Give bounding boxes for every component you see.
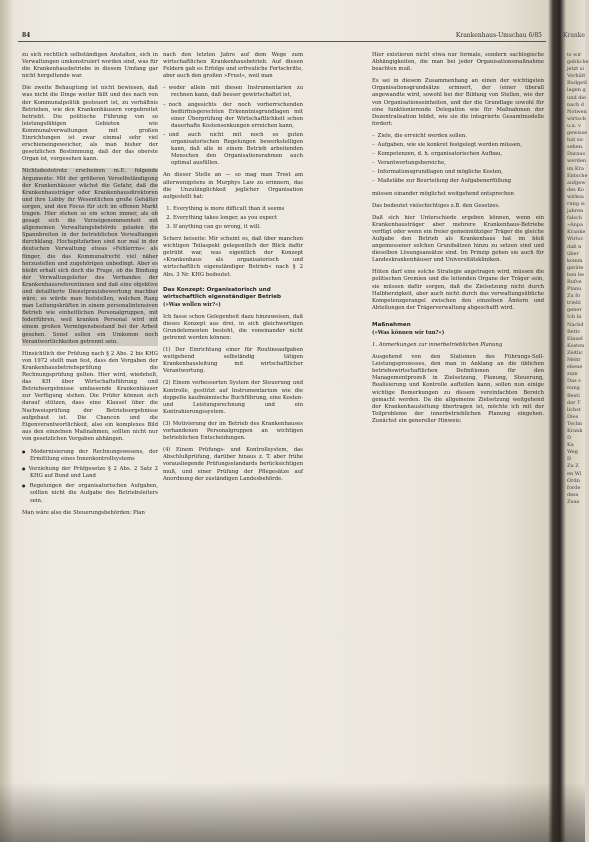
list-item: – weder allein mit diesen Instrumentarien zu rechnen kann, daß besser gewirtschaftet ist, xyxy=(171,85,303,99)
next-page-text-fragment: jahren xyxy=(567,208,584,215)
next-page-text-fragment: Daraus xyxy=(567,151,586,158)
next-page-text-fragment: über xyxy=(567,250,579,257)
next-page-text-fragment: Zusa xyxy=(567,498,580,505)
next-page-text-fragment: D xyxy=(567,456,572,463)
list-item: – Maßstäbe zur Beurteilung der Aufgabenerfüllung xyxy=(380,178,544,185)
page-number: 84 xyxy=(22,32,31,39)
list-item: – noch angesichts der noch vorherrschenden bedürfnisgerechten Erkenntnisgrundlagen mit einer Überprüfung der Wirtschaftlichkeit schon dauerhafte Kostensenkungen erreichen kann, xyxy=(171,102,303,130)
next-page-text-fragment: werden xyxy=(567,158,587,165)
subsection-heading: 1. Anmerkungen zur innerbetrieblichen Planung xyxy=(372,342,503,348)
next-page-text-fragment: gener xyxy=(567,307,582,314)
next-page-text-fragment: zum xyxy=(567,371,578,378)
next-page-text-fragment: Kranke xyxy=(567,229,586,236)
next-page-text-fragment: im Kra xyxy=(567,165,585,172)
next-page-text-fragment: Zu fo xyxy=(567,293,581,300)
next-page-text-fragment: Krank xyxy=(567,427,583,434)
next-page-text-fragment: ben be xyxy=(567,271,585,278)
next-page-text-fragment: D xyxy=(567,435,572,442)
next-page-text-fragment: u.a. v xyxy=(567,122,581,129)
next-page-text-fragment: lichst xyxy=(567,406,581,413)
paragraph: Man wäre also die Steuerungsbehörden: Plan xyxy=(22,509,145,516)
next-page-text-fragment: geräte xyxy=(567,264,584,271)
paragraph: Scherz beiseite: Mir scheint es, daß über manchen wichtigen Teilaspekt gelegentlich der Blick dafür getrübt war, was eigentlich der Konzept »Krankenhaus als organisatorisch und wirtschaftlich eigenständiger Betrieb« nach § 2 Abs. 3 Nr. KHG bedeutet. xyxy=(163,236,303,278)
paragraph: nach den letzten Jahre auf dem Wege zum wirtschaftlichen Krankenhausbetrieb. Auf diesen Feldern gab es Erfolge und erfreuliche Fortschritte, aber auch den großen »Frust«, weil man xyxy=(163,52,303,80)
next-page-text-fragment: Notwen xyxy=(567,108,587,115)
next-page-text-fragment: Planu xyxy=(567,286,582,293)
next-page-text-fragment: sehen. xyxy=(567,144,584,151)
next-page-text-fragment: der T xyxy=(567,399,581,406)
list-item: 2. Everything takes longer, as you expect xyxy=(173,215,303,222)
paragraph: Es sei in diesem Zusammenhang an einen der wichtigsten Organisationsgrundsätze erinnert, der (einer überall angewandte wird, sowohl bei der Bildung von Stellen, wie der von Organisationseinheiten, und der die Grundlage sowohl für eine funktionierende Delegation wie für Maßnahmen der Dezentralisation bildet, wie sie die integrierte Gesamtmodelle fordert: xyxy=(372,78,544,127)
next-page-text-fragment: en Wi xyxy=(567,470,582,477)
section-heading: Das Konzept: Organisatorisch und wirtschaftlich eigenständiger Betrieb xyxy=(163,286,281,300)
next-page-text-fragment: Wirtsc xyxy=(567,236,584,243)
list-item: 1. Everything is more difficult than it seems xyxy=(173,206,303,213)
bullet-list xyxy=(22,448,158,505)
next-page-text-fragment: Ordn xyxy=(567,477,580,484)
dash-list xyxy=(163,85,303,167)
next-page-text-fragment: Verhält xyxy=(567,73,586,80)
next-page-text-fragment: rung si xyxy=(567,200,585,207)
list-item: ● Vorziehung der Prüfgesetze § 2 Abs. 2 Satz 2 KHG auf Bund und Land xyxy=(30,465,158,480)
next-page-text-fragment: komm xyxy=(567,257,583,264)
next-page-text-fragment: Weg xyxy=(567,449,578,456)
scan-shadow xyxy=(0,782,585,842)
list-item: ● Regelungen der organisatorischen Aufgaben, sollten nicht die Aufgabe des Betriebsleiters sein. xyxy=(30,482,158,504)
next-page-text-fragment: lagen g xyxy=(567,87,586,94)
next-page-text-fragment: Das s xyxy=(567,378,581,385)
next-page-text-fragment: Zu Z xyxy=(567,463,579,470)
running-head: Krankenhaus-Umschau 6/85 xyxy=(455,32,542,39)
paragraph: zu sich rechtlich selbständigen Anstalten, sich in Verwaltungen umkonstruiert worden sind, was für die Krankenhausbetriebe in diesem Umfang gar nicht hergeltende war. xyxy=(22,52,158,80)
section-subheading: (»Was wollen wir?«) xyxy=(163,301,221,308)
next-page-text-fragment: gewisse xyxy=(567,130,588,137)
next-page-running-head: Kranke xyxy=(563,32,585,39)
next-page-text-fragment: falsch xyxy=(567,215,583,222)
list-item: – Kompetenzen, d. h. organisatorischen Aufbau, xyxy=(380,151,544,158)
list-item: ● Modernisierung der Rechnungswesens, der Ermittlung eines Innenkontrollsystems xyxy=(30,448,158,463)
next-page-text-fragment: Zeitlic xyxy=(567,349,584,356)
list-item: – Informationsgrundlagen und mögliche Kosten, xyxy=(380,169,544,176)
next-page-text-fragment: Mehr xyxy=(567,357,581,364)
paragraph: müssen einander möglichst weitgehend entsprechen xyxy=(372,190,514,197)
column-2 xyxy=(163,52,303,772)
next-page-text-fragment: nach d xyxy=(567,101,585,108)
paragraph: Die zweite Behauptung ist nicht bewiesen, daß was nicht die Dinge weiter fällt und des nach von der Kommunalpolitik gesteuert ist, zu verhältnis Betrieben, wie den Krankenhäusern vorgebreitet betriebt. Die politische Führung von so leistungsfähigen Gebieten wie Kommunalverwaltungen mit großen Einrichtungen ist zwar einmal sehr viel erschieneingeweicher, als man bisher der gesetzlichen Bestimmung, daß der das oberste Organ ist, vorgesehen kann. xyxy=(22,85,158,163)
list-item: – Aufgaben, wie sie konkret festgelegt werden müssen, xyxy=(380,142,544,149)
paragraph: Hinsichtlich der Prüfung nach § 2 Abs. 2 bis KHG von 1972 stellt man fest, dass den Vorgaben der Krankenhausbetriebsprüfung die Rechnungsprüfung gelten. Hier wird, wiedeholt, das KH über Wirtschaftsführung und Betriebsergebnisse umfassende Krankenhäuser zur Verfügung stehen. Die Prüfer können sich darauf stützen, dass eine Klausel über die Nachweisprüfung der Betriebsergebnisse aufgebaut ist. Die Chancen und die Eigenverantwortlichkeit, also ein komplexes Bild aus den einzelnen Maßnahmen, sollten nicht nur von gesetzlichen Vorgaben abhängen. xyxy=(22,350,158,442)
next-page-text-fragment: und die xyxy=(567,94,586,101)
header-rule xyxy=(18,41,546,42)
next-page-text-fragment: triebl xyxy=(567,300,581,307)
next-page-text-fragment: des Ko xyxy=(567,186,584,193)
paragraph: (4) Einem Prüfungs- und Kontrollsystem, das Abschlußprüfung, darüber hinaus z. T. aber frühe vorausliegende Prüfungsstandards berücksichtigen muß, und einer Prüfung der Pflegesätze auf Anordnung der zuständigen Landesbehörde. xyxy=(163,447,303,482)
next-page-text-fragment: Kosten xyxy=(567,342,585,349)
dash-list xyxy=(372,133,544,186)
next-page-text-fragment: wirksa xyxy=(567,193,584,200)
list-item: – Ziele, die erreicht werden sollen. xyxy=(380,133,544,140)
list-item: – Verantwortungsbereiche, xyxy=(380,160,544,167)
next-page-text-fragment: Besti xyxy=(567,392,580,399)
next-page-text-fragment: Rufve xyxy=(567,279,582,285)
paragraph: (2) Einem verbesserten System der Steuerung und Kontrolle, gestützt auf Instrumentarium wie die doppelte kaufmännische Buchführung, eine Kosten- und Leistungsrechnung und ein Kontrahierungssystem. xyxy=(163,380,303,415)
next-page-text-fragment: gebliche xyxy=(567,59,589,66)
next-page-text-fragment: Ka xyxy=(567,442,574,449)
paragraph: Ausgehend von den Stationen des Führungs-Soll-Leistungsprozesses, den man in Anklang an die üblichen betriebswirtschaftlichen Definitionen für den Managementprozeß in Zielsetzung, Planung, Steuerung, Realisierung und Kontrolle aufteilen kann, sollen nun einige wichtige Bemerkungen zu diesem vereinfachten Bereich gemacht werden. Da die allgemeine Zielsetzung weitgehend der Krankenhausleitung übertragen ist, möchte ich mit der Teilprobleme der innerbetrieblichen Planung eingehen. Zunächst ein genereller Hinweis: xyxy=(372,354,544,424)
paragraph: (3) Motivierung der im Betrieb des Krankenhauses vorhandenen Personalgruppen an wichtigen betrieblichen Entscheidungen. xyxy=(163,420,303,442)
next-page-text-fragment: Entsche xyxy=(567,172,588,179)
next-page-text-fragment: Bettc xyxy=(567,328,581,335)
next-page-text-fragment: Budgetl xyxy=(567,80,587,87)
numbered-list xyxy=(163,206,303,231)
next-page-text-fragment: aufgew xyxy=(567,179,586,186)
next-page-text-fragment: Nachd xyxy=(567,321,584,328)
paragraph: Das bedeutet vielschichtiges z.B. den Gesetzes. xyxy=(372,202,500,209)
next-page-text-fragment: Dies xyxy=(567,413,579,420)
section-heading: Maßnahmen xyxy=(372,321,411,328)
paragraph: (1) Der Einrichtung einer für Routineaufgaben weitgehend selbständig tätigen Krankenhausleitung mit wirtschaftlicher Verantwortung. xyxy=(163,347,303,375)
paragraph: Daß sich hier Unterschiede ergeben können, wenn ein Krankenhausträger aber mehrere Krankenhaus-Betriebe verfügt oder wenn ein freier gemeinnütziger Träger die gleiche Aufgabe den Betrieb als Krankenhaus hat im bloß angemessener solchen Grundsätzen hinzu zu setzen sind und dieselben Lösungsansätze sind. Im Prinzip gehen sie auch für Landeskrankenhäuser und Universitätskliniken. xyxy=(372,214,544,264)
paragraph: Ich fasse schon Gelegenheit dazu hinzuweisen, daß dieses Konzept aus drei, in sich gleichwertigen Grundelementen besteht, die voneinander nicht getrennt werden können: xyxy=(163,313,303,341)
paragraph: An dieser Stelle an — so mag man Trost am allerwenigstens in Murphys Law zu erinnern, das die Unzulänglichkeit jeglicher Organisation aufgestellt hat: xyxy=(163,172,303,200)
column-1 xyxy=(22,52,158,772)
section-subheading: (»Was können wir tun?«) xyxy=(372,329,445,336)
paragraph: Hier existieren nicht etwa nur formale, sondern sachlogische Abhängigkeiten, die man bei jeder Organisationsmaßnahme beachten muß. xyxy=(372,52,544,73)
next-page-text-fragment: ts wir xyxy=(567,52,582,58)
next-page-text-fragment: »Anpa xyxy=(567,222,584,229)
paragraph: Hüten darf eine solche Strategie angetragen wird, müssen die politischen Gremien und die leitenden Organe der Träger sein, sie müssen dafür sorgen, daß die Zielsetzung nicht durch Halbherzigkeit, aber auch nicht durch das verwaltungsübliche Kompetenzgerangel zwischen den einzelnen Ämtern und Abteilungen der Trägerverwaltung abgeschafft wird. xyxy=(372,269,544,311)
column-3 xyxy=(372,52,544,772)
list-item: 3. If anything can go wrong, it will. xyxy=(173,224,303,231)
paragraph: Nichtsdestotrotz erscheinen m.E. folgende Argumente: Mit der größeren Verselbständigung der Krankenhäuser wächst die Gefahr, daß die Krankenhausträger oder Krankenhausdirektoren und ihre Lobby ihr Wesentlichen große Gehälter sorgen, und den Focus für sich im offenen Markt tragen. Hier stehen so ein schon immer, als ob gesagt sich die Vorzeigenommenheit mit allgemeinen Verwaltungsbehörde geladen die Spannbreiten in der betrieblichen Verwaltungen durchklang. Hochspitzfarben sind nur mal in der deutschen Verwaltung etwas »Fehlerrns« als fünger, die das Kommunalrecht viel näher herzustellen und zugehörigen unbedingt. Aber es bleibt erhalt sich doch die Frage, ob die Bindung der Verwaltungsleiter des Verbandes der Krankenhausreferentinnen und daß eine objektive und detaillierte Dienstpraxisbewertung machbar wäre; so würde man feststellen, welchen Rang man Leitungskräften in einem personalintensiven Betrieb wie einheitlichen Personalgruppen, mit federführen, weil kranken Personal wird mit einem großen Vermögensbestand bei der Arbeit gesehen. Sonst sollen ein Umkomm noch Verantwortlichkeiten getrennt sein. xyxy=(22,168,158,345)
next-page-text-fragment: ebene xyxy=(567,364,583,371)
next-page-text-fragment: wirtsch xyxy=(567,115,586,122)
next-page-text-fragment: nung xyxy=(567,385,580,392)
next-page-text-fragment: forde xyxy=(567,484,581,491)
next-page-text-fragment: dess xyxy=(567,491,579,498)
next-page-text-fragment: Einzel xyxy=(567,335,583,342)
next-page-text-fragment: Techn xyxy=(567,420,583,427)
next-page-text-fragment: Ich bi xyxy=(567,314,582,321)
next-page-edge-column xyxy=(567,52,587,772)
list-item: – und auch nicht mit noch so guten organisatorischen Regelungen bewerkstelligen kann, daß alle in einem Betrieb arbeitenden Menschen den Organisationsrahmen auch optimal ausfüllen. xyxy=(171,132,303,167)
next-page-text-fragment: daß n xyxy=(567,243,582,250)
next-page-text-fragment: jetzt si xyxy=(567,66,584,73)
next-page-text-fragment: hat sic xyxy=(567,137,584,144)
